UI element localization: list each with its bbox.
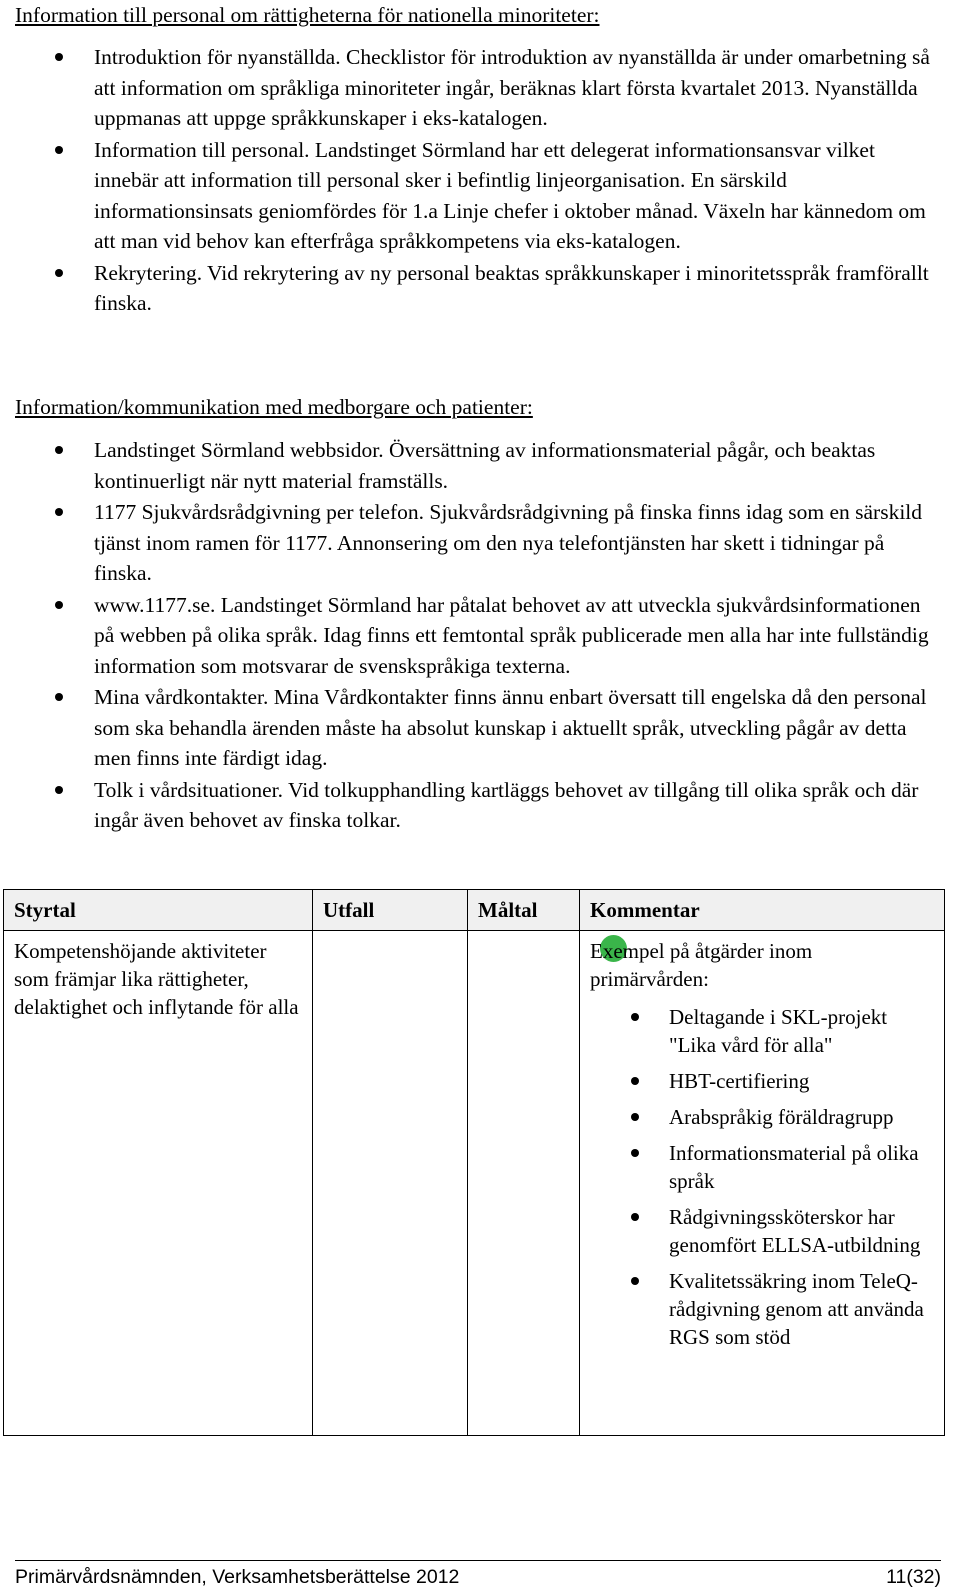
header-maltal: Måltal [468, 890, 580, 931]
table-header-row [4, 890, 945, 931]
table-row [4, 931, 945, 1436]
footer-document-title: Primärvårdsnämnden, Verksamhetsberättelse 2012 [15, 1566, 460, 1588]
list-item: Kvalitetssäkring inom TeleQ-rådgivning genom att använda RGS som stöd [590, 1267, 934, 1351]
personal-information-list [0, 42, 940, 320]
list-item: 1177 Sjukvårdsrådgivning per telefon. Sjukvårdsrådgivning på finska finns idag som en särskild tjänst inom ramen för 1177. Annonsering om den nya telefontjänsten har skett i tidningar på finska. [0, 497, 940, 589]
list-item: Deltagande i SKL-projekt "Lika vård för alla" [590, 1003, 934, 1059]
kommentar-list [590, 1003, 934, 1351]
list-item: Tolk i vårdsituationer. Vid tolkupphandling kartläggs behovet av tillgång till olika språk och där ingår även behovet av finska tolkar. [0, 775, 940, 836]
list-item: Landstinget Sörmland webbsidor. Översättning av informationsmaterial pågår, och beaktas kontinuerligt när nytt material framställs. [0, 435, 940, 496]
cell-maltal [468, 931, 580, 1436]
list-item: Arabspråkig föräldragrupp [590, 1103, 934, 1131]
header-utfall: Utfall [313, 890, 468, 931]
list-item: Informationsmaterial på olika språk [590, 1139, 934, 1195]
list-item: www.1177.se. Landstinget Sörmland har påtalat behovet av att utveckla sjukvårdsinformationen på webben på olika språk. Idag finns ett femtontal språk publicerade men alla har inte fullständig information som motsvarar de svenskspråkiga texterna. [0, 590, 940, 682]
list-item: Introduktion för nyanställda. Checklistor för introduktion av nyanställda är under omarbetning så att information om språkliga minoriteter ingår, beräknas klart första kvartalet 2013. Nyanställda uppmanas att uppge språkkunskaper i eks-katalogen. [0, 42, 940, 134]
cell-kommentar [580, 931, 945, 1436]
header-styrtal: Styrtal [4, 890, 313, 931]
list-item: Rådgivningssköterskor har genomfört ELLSA-utbildning [590, 1203, 934, 1259]
header-kommentar: Kommentar [580, 890, 945, 931]
citizen-communication-list [0, 435, 940, 837]
list-item: Rekrytering. Vid rekrytering av ny personal beaktas språkkunskaper i minoritetsspråk framförallt finska. [0, 258, 940, 319]
cell-utfall [313, 931, 468, 1436]
styrtal-table [3, 889, 945, 1436]
kommentar-intro: Exempel på åtgärder inom primärvården: [590, 939, 813, 991]
list-item: HBT-certifiering [590, 1067, 934, 1095]
page-number: 11(32) [886, 1566, 941, 1588]
footer-divider [15, 1560, 941, 1561]
cell-styrtal: Kompetenshöjande aktiviteter som främjar lika rättigheter, delaktighet och inflytande för alla [4, 931, 313, 1436]
section-heading-personal-information: Information till personal om rättigheterna för nationella minoriteter: [15, 3, 600, 27]
list-item: Information till personal. Landstinget Sörmland har ett delegerat informationsansvar vilket innebär att information till personal sker i befintlig linjeorganisation. En särskild informationsinsats geniomfördes för 1.a Linje chefer i oktober månad. Växeln har kännedom om att man vid behov kan efterfråga språkkompetens via eks-katalogen. [0, 135, 940, 257]
list-item: Mina vårdkontakter. Mina Vårdkontakter finns ännu enbart översatt till engelska då den personal som ska behandla ärenden måste ha absolut kunskap i aktuellt språk, utveckling pågår av detta men finns inte färdigt idag. [0, 682, 940, 774]
section-heading-citizen-communication: Information/kommunikation med medborgare och patienter: [15, 395, 533, 419]
